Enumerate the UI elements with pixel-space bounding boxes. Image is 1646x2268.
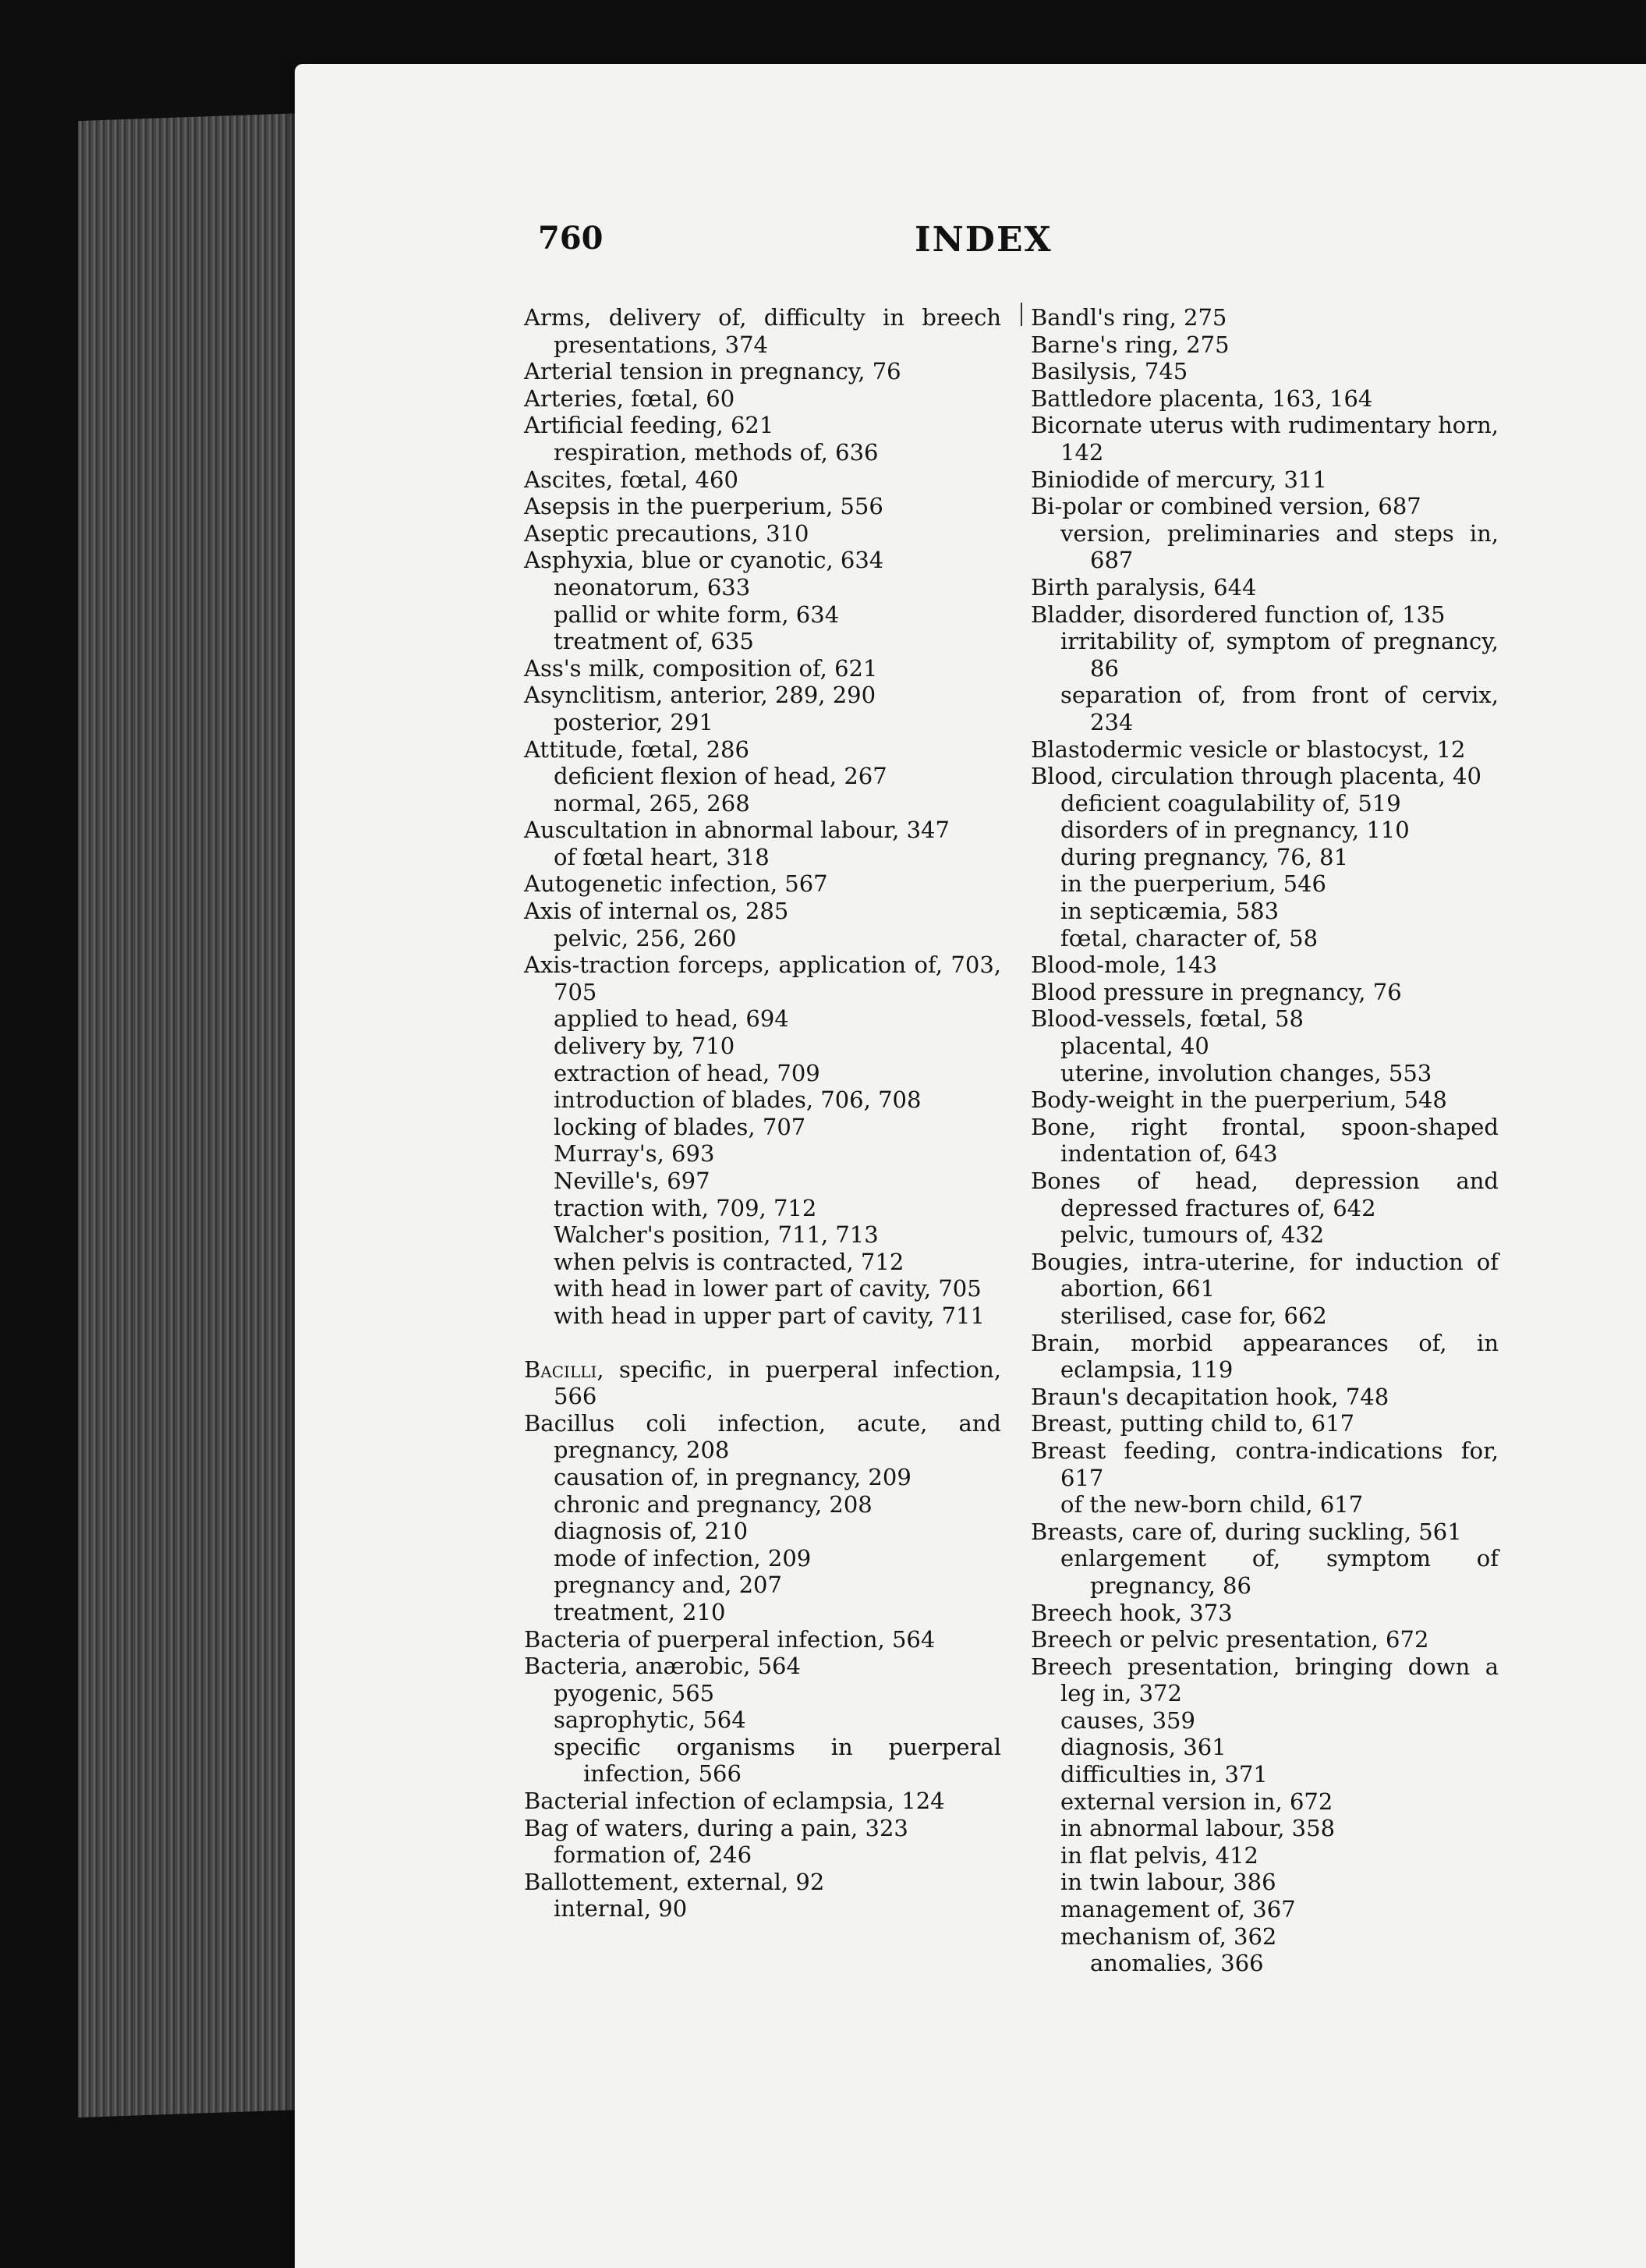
index-subentry	[524, 709, 1001, 736]
index-entry	[524, 412, 1001, 439]
index-entry	[1031, 979, 1499, 1006]
index-subentry	[1031, 1923, 1499, 1951]
entry-text: traction with, 709, 712	[554, 1194, 817, 1221]
index-subentry	[524, 1599, 1001, 1626]
index-entry	[1031, 1168, 1499, 1221]
entry-text: pelvic, 256, 260	[554, 924, 737, 951]
index-subentry	[524, 1545, 1001, 1572]
index-entry	[524, 1788, 1001, 1815]
entry-text: Bones of head, depression and depressed fractures of, 642	[1031, 1168, 1499, 1221]
book-page-edges	[78, 113, 304, 2117]
entry-text: Asepsis in the puerperium, 556	[524, 493, 883, 520]
column-divider	[1021, 303, 1022, 326]
entry-text: Bougies, intra-uterine, for induction of abortion, 661	[1031, 1248, 1499, 1302]
index-entry	[1031, 358, 1499, 385]
index-subentry	[1031, 520, 1499, 574]
index-subentry	[524, 790, 1001, 817]
entry-text: anomalies, 366	[1090, 1950, 1264, 1977]
index-entry	[1031, 601, 1499, 629]
entry-text: Asynclitism, anterior, 289, 290	[524, 682, 876, 709]
index-column-left	[524, 304, 1001, 1922]
entry-text: pyogenic, 565	[554, 1679, 715, 1706]
entry-text: formation of, 246	[554, 1841, 752, 1869]
entry-text: treatment, 210	[554, 1598, 726, 1625]
entry-text: with head in upper part of cavity, 711	[554, 1302, 985, 1329]
index-entry	[1031, 574, 1499, 601]
index-entry	[524, 358, 1001, 385]
entry-text: Battledore placenta, 163, 164	[1031, 384, 1373, 412]
entry-text: fœtal, character of, 58	[1060, 924, 1319, 951]
index-subentry	[1031, 1842, 1499, 1869]
index-subentry	[524, 601, 1001, 629]
entry-text: mechanism of, 362	[1060, 1922, 1277, 1950]
entry-text: Blood, circulation through placenta, 40	[1031, 763, 1481, 790]
index-entry	[1031, 1114, 1499, 1168]
entry-text: irritability of, symptom of pregnancy, 86	[1060, 628, 1499, 682]
index-entry	[1031, 1653, 1499, 1707]
entry-text: Blood-vessels, fœtal, 58	[1031, 1005, 1304, 1033]
entry-text: in abnormal labour, 358	[1060, 1815, 1336, 1842]
entry-text: with head in lower part of cavity, 705	[554, 1275, 982, 1302]
index-entry	[1031, 1600, 1499, 1627]
entry-text: Arms, delivery of, difficulty in breech presentations, 374	[524, 304, 1001, 358]
index-subentry	[1031, 870, 1499, 898]
entry-text: Murray's, 693	[554, 1140, 715, 1168]
entry-text: Bi-polar or combined version, 687	[1031, 493, 1421, 520]
entry-text: extraction of head, 709	[554, 1059, 820, 1086]
index-subentry	[1031, 925, 1499, 952]
index-subentry	[524, 1275, 1001, 1302]
entry-text: Blastodermic vesicle or blastocyst, 12	[1031, 735, 1466, 763]
index-subentry	[524, 1221, 1001, 1249]
index-subentry	[524, 1005, 1001, 1033]
entry-text: mode of infection, 209	[554, 1544, 812, 1572]
index-entry	[1031, 304, 1499, 331]
entry-text: Breech presentation, bringing down a leg in, 372	[1031, 1653, 1499, 1707]
index-entry	[524, 682, 1001, 709]
entry-text: saprophytic, 564	[554, 1706, 746, 1734]
index-entry	[1031, 1086, 1499, 1114]
entry-text: enlargement of, symptom of pregnancy, 86	[1060, 1545, 1499, 1599]
entry-text: applied to head, 694	[554, 1005, 789, 1033]
index-subentry	[1031, 844, 1499, 871]
index-subentry	[524, 1195, 1001, 1222]
index-entry	[1031, 466, 1499, 494]
index-subentry	[1031, 628, 1499, 682]
index-subentry	[1031, 790, 1499, 817]
entry-text: , specific, in puerperal infection, 566	[554, 1355, 1001, 1410]
entry-text: Neville's, 697	[554, 1168, 710, 1194]
index-entry	[1031, 736, 1499, 764]
entry-text: delivery by, 710	[554, 1033, 735, 1060]
entry-text: Barne's ring, 275	[1031, 331, 1230, 358]
index-subentry	[524, 1302, 1001, 1330]
index-subentry	[524, 1086, 1001, 1114]
entry-text: version, preliminaries and steps in, 687	[1060, 519, 1499, 574]
index-entry	[1031, 951, 1499, 979]
entry-text: Breech or pelvic presentation, 672	[1031, 1626, 1429, 1653]
index-entry	[524, 951, 1001, 1005]
index-entry	[1031, 1384, 1499, 1411]
index-entry	[1031, 331, 1499, 359]
index-entry	[524, 1815, 1001, 1842]
index-entry	[524, 547, 1001, 574]
entry-text: treatment of, 635	[554, 628, 754, 655]
section-gap	[524, 1330, 1001, 1356]
entry-text: Biniodide of mercury, 311	[1031, 466, 1327, 493]
index-subentry	[524, 1060, 1001, 1087]
entry-text: Autogenetic infection, 567	[524, 870, 828, 898]
index-subentry	[524, 1895, 1001, 1922]
entry-text: chronic and pregnancy, 208	[554, 1490, 873, 1518]
index-entry	[524, 870, 1001, 898]
entry-text: Aseptic precautions, 310	[524, 519, 809, 547]
entry-text: when pelvis is contracted, 712	[554, 1248, 904, 1275]
index-entry	[1031, 1005, 1499, 1033]
entry-text: locking of blades, 707	[554, 1113, 806, 1140]
entry-text: Artificial feeding, 621	[524, 412, 774, 439]
index-entry	[1031, 1330, 1499, 1384]
entry-text: posterior, 291	[554, 708, 713, 735]
entry-text: diagnosis, 361	[1060, 1734, 1227, 1761]
index-entry	[1031, 1410, 1499, 1437]
entry-text: Breast, putting child to, 617	[1031, 1410, 1355, 1437]
index-entry	[524, 1626, 1001, 1653]
entry-text: Asphyxia, blue or cyanotic, 634	[524, 547, 884, 574]
entry-text: Body-weight in the puerperium, 548	[1031, 1086, 1447, 1114]
entry-text: of the new-born child, 617	[1060, 1491, 1364, 1518]
entry-text: Axis-traction forceps, application of, 703, 705	[524, 951, 1001, 1005]
entry-text: during pregnancy, 76, 81	[1060, 843, 1349, 870]
page-number: 760	[538, 220, 604, 257]
index-subentry	[524, 1464, 1001, 1491]
entry-text: Arterial tension in pregnancy, 76	[524, 358, 901, 385]
entry-text: in septicæmia, 583	[1060, 898, 1280, 925]
entry-text: Breast feeding, contra-indications for, 617	[1031, 1437, 1499, 1491]
index-subentry	[1031, 1761, 1499, 1788]
entry-text: Bacillus coli infection, acute, and pregnancy, 208	[524, 1409, 1001, 1464]
index-subentry	[524, 1033, 1001, 1060]
index-entry	[1031, 1626, 1499, 1653]
entry-text: Breasts, care of, during suckling, 561	[1031, 1518, 1462, 1545]
index-subentry	[524, 1734, 1001, 1788]
index-entry	[1031, 493, 1499, 520]
entry-text: normal, 265, 268	[554, 789, 750, 817]
index-entry	[1031, 1518, 1499, 1546]
entry-text: Bicornate uterus with rudimentary horn, 142	[1031, 412, 1499, 466]
entry-text: Attitude, fœtal, 286	[524, 735, 749, 763]
index-entry	[524, 1410, 1001, 1464]
entry-text: sterilised, case for, 662	[1060, 1302, 1327, 1329]
index-entry	[1031, 1249, 1499, 1302]
entry-text: Basilysis, 745	[1031, 358, 1188, 385]
entry-text: Blood pressure in pregnancy, 76	[1031, 978, 1402, 1005]
entry-text: Bacteria, anærobic, 564	[524, 1653, 801, 1680]
index-column-right	[1031, 304, 1499, 1977]
entry-text: neonatorum, 633	[554, 573, 751, 601]
entry-text: Blood-mole, 143	[1031, 951, 1218, 979]
entry-text: placental, 40	[1060, 1033, 1209, 1060]
index-subentry	[1031, 1302, 1499, 1330]
index-subentry	[524, 574, 1001, 601]
index-subentry	[1031, 1491, 1499, 1518]
entry-text: causes, 359	[1060, 1706, 1195, 1734]
entry-text: Ballottement, external, 92	[524, 1868, 825, 1895]
entry-text: specific organisms in puerperal infection, 566	[554, 1733, 1001, 1788]
index-subentry	[524, 763, 1001, 790]
entry-text: Ass's milk, composition of, 621	[524, 654, 878, 682]
index-entry	[1031, 412, 1499, 466]
index-entry	[524, 1356, 1001, 1410]
entry-text: external version in, 672	[1060, 1788, 1333, 1815]
index-subentry	[524, 1114, 1001, 1141]
entry-text: pallid or white form, 634	[554, 601, 840, 628]
index-subentry	[1031, 1869, 1499, 1896]
entry-text: Bacterial infection of eclampsia, 124	[524, 1788, 945, 1815]
index-subentry	[1031, 1033, 1499, 1060]
index-subentry	[524, 1518, 1001, 1545]
entry-text: Arteries, fœtal, 60	[524, 384, 735, 412]
index-entry	[524, 466, 1001, 494]
index-subentry	[1031, 817, 1499, 844]
entry-text: Axis of internal os, 285	[524, 898, 789, 925]
index-entry	[524, 655, 1001, 682]
entry-text: Bacteria of puerperal infection, 564	[524, 1625, 936, 1653]
entry-text: of fœtal heart, 318	[554, 843, 770, 870]
entry-text: Brain, morbid appearances of, in eclampsia, 119	[1031, 1329, 1499, 1384]
index-entry	[1031, 763, 1499, 790]
index-subentry	[1031, 1707, 1499, 1735]
entry-text: in twin labour, 386	[1060, 1869, 1276, 1896]
index-subentry	[524, 1168, 1001, 1195]
index-subentry	[524, 844, 1001, 871]
index-subentry	[1031, 682, 1499, 735]
entry-text: Breech hook, 373	[1031, 1599, 1233, 1626]
entry-text: Walcher's position, 711, 713	[554, 1221, 879, 1249]
index-subentry	[524, 439, 1001, 466]
index-entry	[1031, 385, 1499, 413]
entry-text: in flat pelvis, 412	[1060, 1841, 1259, 1869]
index-subentry	[524, 1841, 1001, 1869]
entry-text: respiration, methods of, 636	[554, 438, 879, 466]
entry-text: Bladder, disordered function of, 135	[1031, 601, 1446, 628]
page-title: INDEX	[915, 220, 1053, 260]
entry-text: in the puerperium, 546	[1060, 870, 1326, 898]
entry-text: disorders of in pregnancy, 110	[1060, 817, 1410, 844]
entry-text: separation of, from front of cervix, 234	[1060, 682, 1499, 735]
index-subentry	[1031, 1734, 1499, 1761]
index-subentry	[1031, 898, 1499, 925]
index-subentry	[524, 1572, 1001, 1599]
entry-text: uterine, involution changes, 553	[1060, 1059, 1432, 1086]
entry-heading-smallcaps: Bacilli	[524, 1355, 597, 1383]
entry-text: diagnosis of, 210	[554, 1518, 749, 1545]
entry-text: Bone, right frontal, spoon-shaped indentation of, 643	[1031, 1113, 1499, 1168]
index-subentry	[524, 1706, 1001, 1734]
index-subentry	[524, 1249, 1001, 1276]
entry-text: deficient flexion of head, 267	[554, 763, 887, 790]
index-entry	[524, 736, 1001, 764]
entry-text: pelvic, tumours of, 432	[1060, 1221, 1325, 1249]
entry-text: Braun's decapitation hook, 748	[1031, 1383, 1389, 1410]
entry-text: deficient coagulability of, 519	[1060, 789, 1401, 817]
entry-text: management of, 367	[1060, 1896, 1296, 1923]
index-subentry	[1031, 1950, 1499, 1977]
entry-text: Auscultation in abnormal labour, 347	[524, 817, 950, 844]
index-entry	[524, 1869, 1001, 1896]
index-subentry	[1031, 1896, 1499, 1923]
index-subentry	[524, 1680, 1001, 1707]
entry-text: causation of, in pregnancy, 209	[554, 1463, 911, 1490]
index-subentry	[524, 1491, 1001, 1518]
index-subentry	[1031, 1545, 1499, 1599]
index-entry	[524, 898, 1001, 925]
entry-text: Ascites, fœtal, 460	[524, 466, 738, 493]
index-entry	[524, 385, 1001, 413]
index-subentry	[524, 925, 1001, 952]
index-entry	[1031, 1437, 1499, 1491]
entry-text: introduction of blades, 706, 708	[554, 1086, 922, 1114]
index-entry	[524, 493, 1001, 520]
index-entry	[524, 1653, 1001, 1680]
index-subentry	[1031, 1060, 1499, 1087]
index-subentry	[1031, 1815, 1499, 1842]
entry-text: difficulties in, 371	[1060, 1761, 1268, 1788]
index-entry	[524, 520, 1001, 548]
entry-text: Bag of waters, during a pain, 323	[524, 1814, 908, 1841]
index-subentry	[524, 628, 1001, 655]
index-entry	[524, 817, 1001, 844]
entry-text: pregnancy and, 207	[554, 1572, 782, 1599]
index-entry	[524, 304, 1001, 358]
index-subentry	[1031, 1788, 1499, 1816]
index-subentry	[524, 1140, 1001, 1168]
index-subentry	[1031, 1221, 1499, 1249]
entry-text: Bandl's ring, 275	[1031, 304, 1227, 331]
entry-text: Birth paralysis, 644	[1031, 573, 1257, 601]
entry-text: internal, 90	[554, 1895, 688, 1922]
